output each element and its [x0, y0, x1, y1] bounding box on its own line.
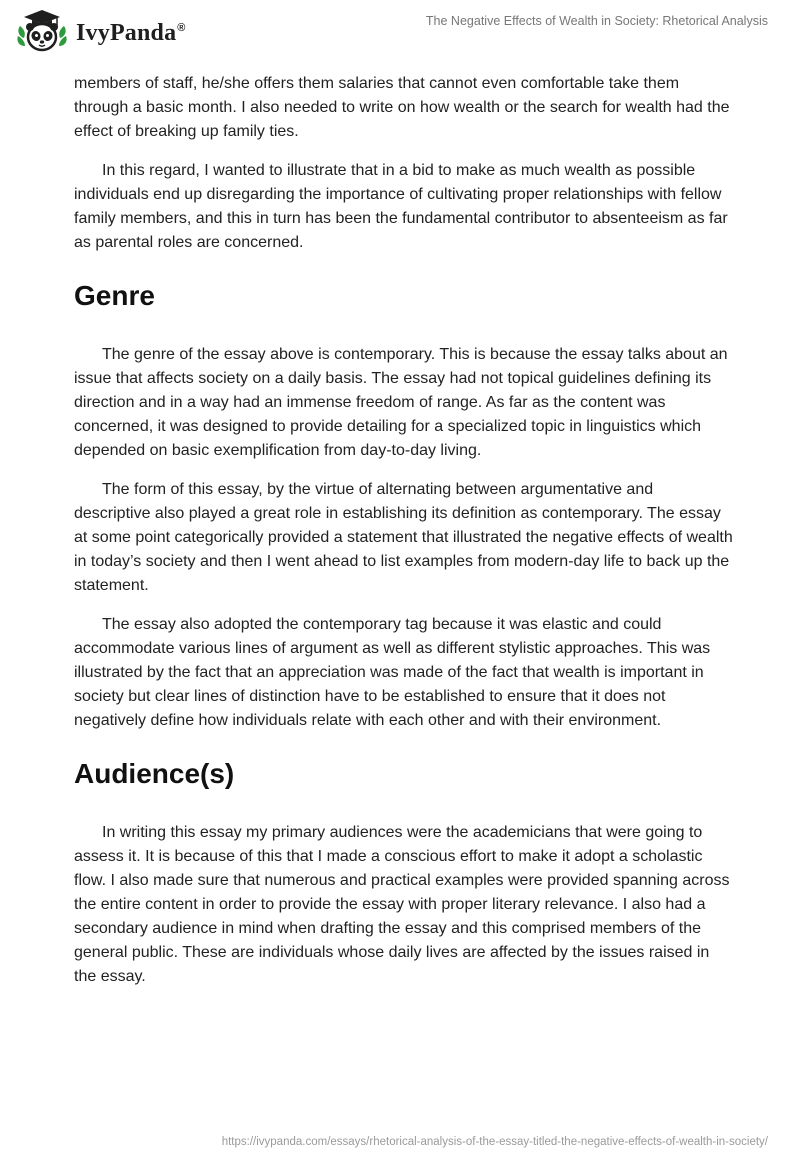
essay-content	[74, 72, 734, 1004]
logo-wordmark	[76, 20, 186, 47]
genre-heading: Genre	[74, 280, 155, 311]
intro-paragraph-1: members of staff, he/she offers them salaries that cannot even comfortable take them through a basic month. I also needed to write on how wealth or the search for wealth had the effect of breaking up family ties.	[74, 75, 730, 140]
logo-name: IvyPanda	[76, 19, 177, 46]
document-title: The Negative Effects of Wealth in Society: Rhetorical Analysis	[425, 14, 768, 28]
panda-logo-icon	[16, 8, 68, 56]
intro-paragraph-2: In this regard, I wanted to illustrate that in a bid to make as much wealth as possible individuals end up disregarding the importance of cultivating proper relationships with fellow family members, and this in turn has been the fundamental contributor to absenteeism as far as parental roles are concerned.	[74, 162, 728, 251]
audience-paragraph-1: In writing this essay my primary audiences were the academicians that were going to assess it. It is because of this that I made a conscious effort to make it adopt a scholastic flow. I also made sure that numerous and practical examples were provided spanning across the entire content in order to provide the essay with proper literary relevance. I also had a secondary audience in mind when drafting the essay and this comprised members of the general public. These are individuals whose daily lives are affected by the issues raised in the essay.	[74, 824, 730, 985]
logo-registered-mark: ®	[177, 21, 186, 34]
ivypanda-logo[interactable]	[16, 8, 186, 56]
page-header	[0, 0, 800, 64]
genre-paragraph-3: The essay also adopted the contemporary tag because it was elastic and could accommodate various lines of argument as well as different stylistic approaches. This was illustrated by the fact that an appreciation was made of the fact that wealth is important in society but clear lines of distinction have to be established to ensure that it does not negatively define how individuals relate with each other and with their environment.	[74, 616, 711, 729]
audience-heading: Audience(s)	[74, 758, 235, 789]
genre-paragraph-1: The genre of the essay above is contemporary. This is because the essay talks about an issue that affects society on a daily basis. The essay had not topical guidelines defining its direction and in a way had an immense freedom of range. As far as the content was concerned, it was designed to provide detailing for a specialized topic in linguistics which depended on basic exemplification from day-to-day living.	[74, 346, 728, 459]
source-url[interactable]: https://ivypanda.com/essays/rhetorical-analysis-of-the-essay-titled-the-negative-effects-of-wealth-in-society/	[221, 1136, 768, 1148]
genre-paragraph-2: The form of this essay, by the virtue of alternating between argumentative and descriptive also played a great role in establishing its definition as contemporary. The essay at some point categorically provided a statement that illustrated the negative effects of wealth in today’s society and then I went ahead to list examples from modern-day life to back up the statement.	[74, 481, 733, 594]
